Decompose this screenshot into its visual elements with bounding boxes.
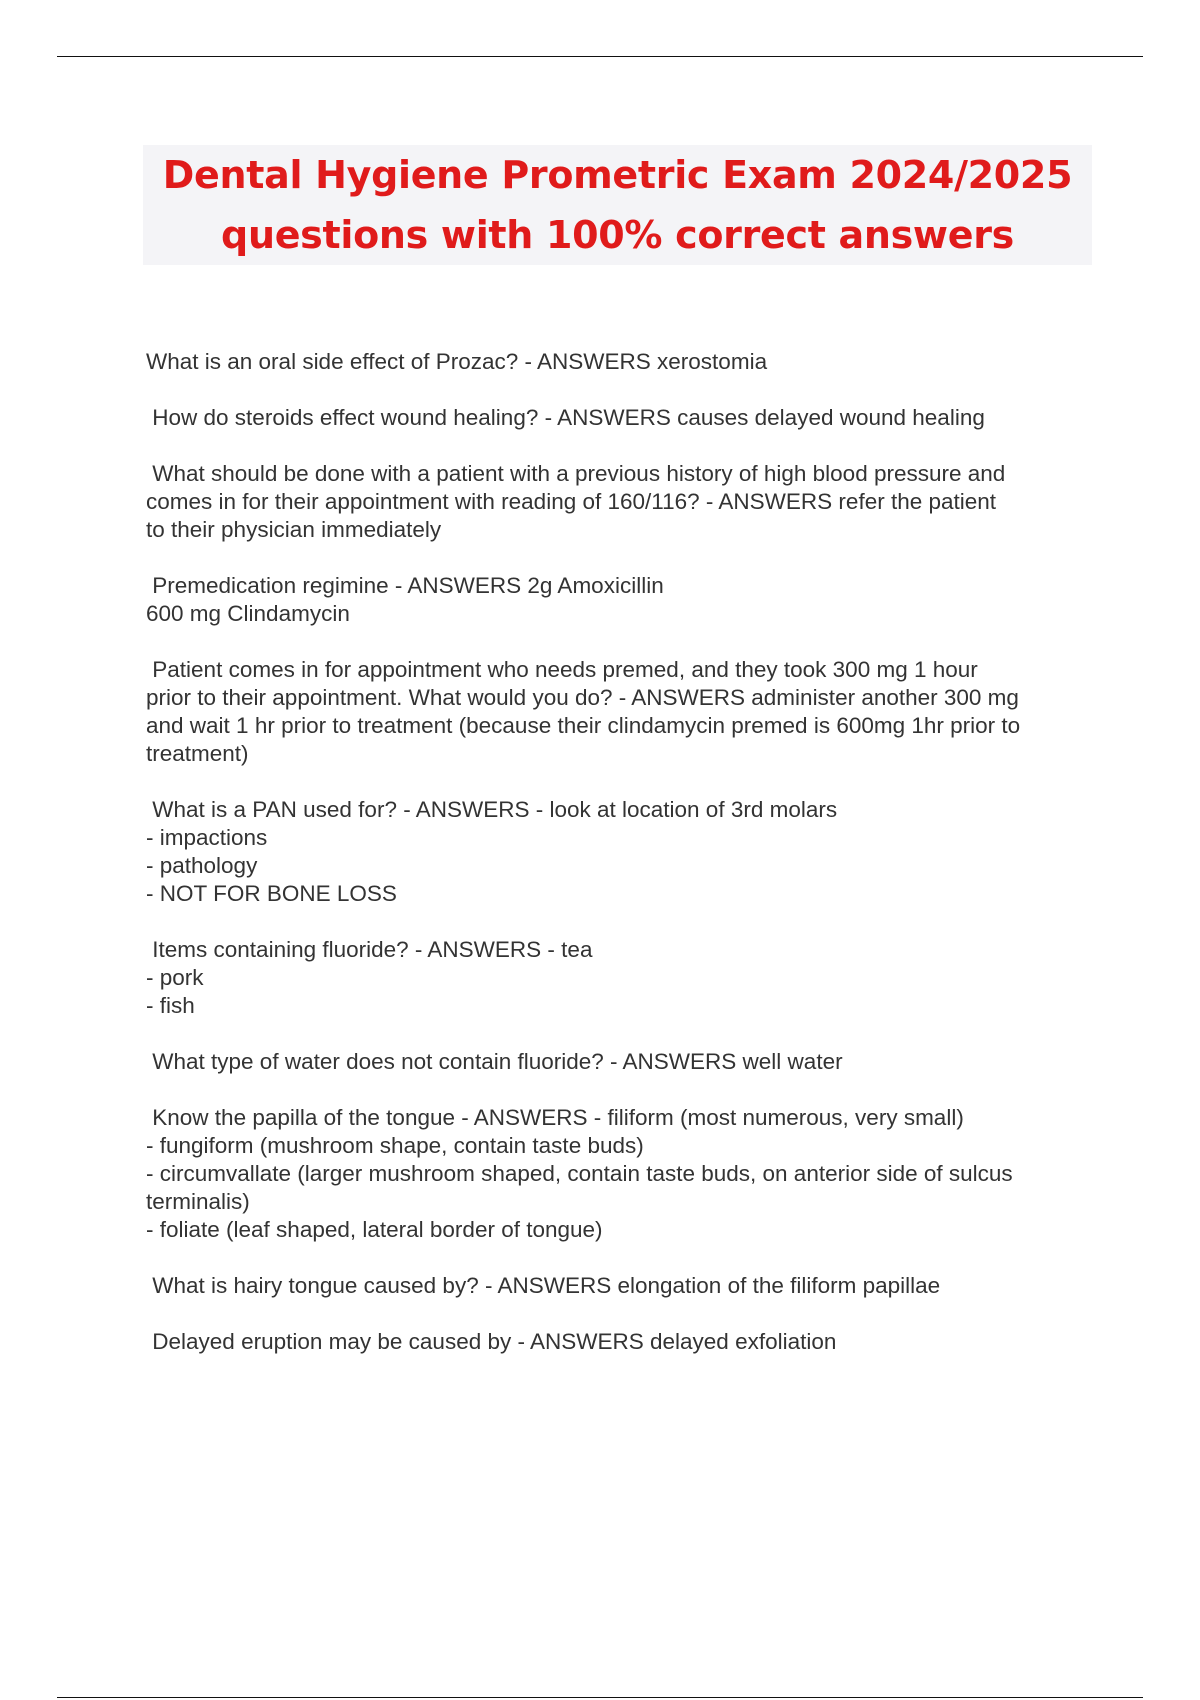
qa-line: - foliate (leaf shaped, lateral border of tongue) bbox=[146, 1217, 603, 1242]
qa-line: - impactions bbox=[146, 825, 268, 850]
qa-line: - fungiform (mushroom shape, contain taste buds) bbox=[146, 1133, 644, 1158]
qa-line: Premedication regimine - ANSWERS 2g Amoxicillin bbox=[146, 573, 664, 598]
top-rule bbox=[57, 56, 1143, 57]
qa-line: Items containing fluoride? - ANSWERS - tea bbox=[146, 937, 593, 962]
qa-line: and wait 1 hr prior to treatment (because their clindamycin premed is 600mg 1hr prior to bbox=[146, 713, 1021, 738]
qa-line: 600 mg Clindamycin bbox=[146, 601, 350, 626]
qa-line: terminalis) bbox=[146, 1189, 250, 1214]
qa-item-6 bbox=[146, 796, 1096, 908]
qa-item-7 bbox=[146, 936, 1096, 1020]
qa-item-4 bbox=[146, 572, 1096, 628]
qa-item-10 bbox=[146, 1272, 1096, 1300]
qa-line: to their physician immediately bbox=[146, 517, 442, 542]
document-title-line-1: Dental Hygiene Prometric Exam 2024/2025 bbox=[162, 153, 1073, 197]
document-title-line-2: questions with 100% correct answers bbox=[221, 213, 1014, 257]
qa-line: What should be done with a patient with a previous history of high blood pressure and bbox=[146, 461, 1006, 486]
qa-line: How do steroids effect wound healing? - ANSWERS causes delayed wound healing bbox=[146, 405, 985, 430]
qa-line: What is hairy tongue caused by? - ANSWERS elongation of the filiform papillae bbox=[146, 1273, 941, 1298]
qa-line: prior to their appointment. What would you do? - ANSWERS administer another 300 mg bbox=[146, 685, 1019, 710]
qa-item-5 bbox=[146, 656, 1096, 768]
qa-line: What is a PAN used for? - ANSWERS - look at location of 3rd molars bbox=[146, 797, 838, 822]
qa-line: - fish bbox=[146, 993, 195, 1018]
qa-item-1 bbox=[146, 348, 1096, 376]
qa-item-2 bbox=[146, 404, 1096, 432]
qa-line: treatment) bbox=[146, 741, 249, 766]
qa-line: What is an oral side effect of Prozac? - ANSWERS xerostomia bbox=[146, 349, 768, 374]
title-banner bbox=[143, 145, 1092, 265]
qa-line: Delayed eruption may be caused by - ANSWERS delayed exfoliation bbox=[146, 1329, 837, 1354]
qa-line: - pathology bbox=[146, 853, 258, 878]
qa-line: - circumvallate (larger mushroom shaped, contain taste buds, on anterior side of sulcus bbox=[146, 1161, 1013, 1186]
qa-line: - pork bbox=[146, 965, 204, 990]
qa-item-9 bbox=[146, 1104, 1096, 1244]
qa-list bbox=[146, 348, 1096, 1384]
qa-line: Patient comes in for appointment who needs premed, and they took 300 mg 1 hour bbox=[146, 657, 978, 682]
qa-item-8 bbox=[146, 1048, 1096, 1076]
qa-line: What type of water does not contain fluoride? - ANSWERS well water bbox=[146, 1049, 843, 1074]
qa-line: comes in for their appointment with reading of 160/116? - ANSWERS refer the patient bbox=[146, 489, 997, 514]
qa-line: - NOT FOR BONE LOSS bbox=[146, 881, 397, 906]
bottom-rule bbox=[57, 1697, 1143, 1698]
qa-item-3 bbox=[146, 460, 1096, 544]
qa-line: Know the papilla of the tongue - ANSWERS - filiform (most numerous, very small) bbox=[146, 1105, 964, 1130]
qa-item-11 bbox=[146, 1328, 1096, 1356]
